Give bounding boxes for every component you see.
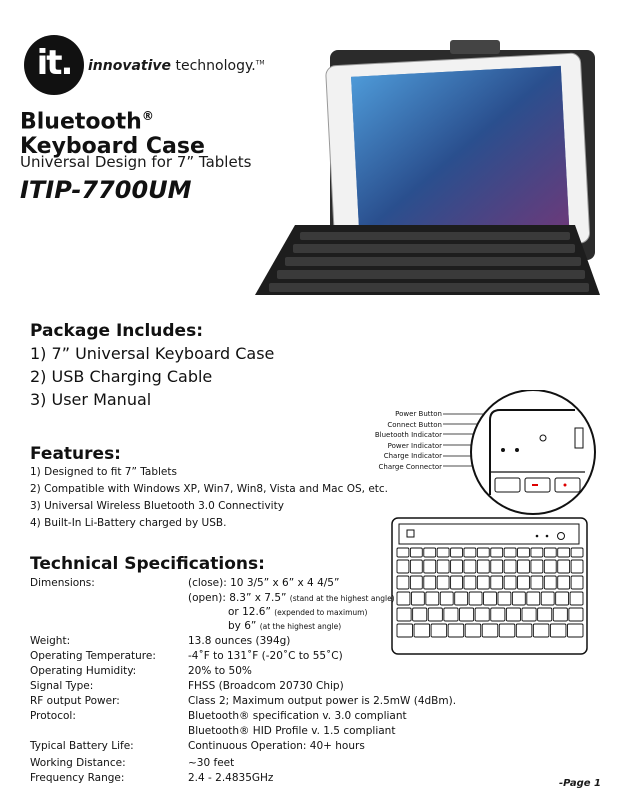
open-note: (stand at the highest angle) xyxy=(289,594,395,603)
keyboard-key xyxy=(516,624,532,637)
brand-logo: it. xyxy=(24,35,84,95)
keyboard-key xyxy=(440,592,453,605)
close-value: 10 3/5” x 6” x 4 4/5” xyxy=(230,577,340,589)
keyboard-key xyxy=(571,576,583,589)
spec-label: Operating Humidity: xyxy=(30,665,137,677)
keyboard-key xyxy=(571,560,583,573)
specs-heading: Technical Specifications: xyxy=(30,554,265,574)
spec-dimensions-by xyxy=(228,620,341,632)
keyboard-key xyxy=(437,548,449,557)
keyboard-key xyxy=(424,548,436,557)
keyboard-key xyxy=(544,560,556,573)
model-number: ITIP-7700UM xyxy=(20,176,192,204)
keyboard-key xyxy=(397,608,411,621)
feature-item: 1) Designed to fit 7” Tablets xyxy=(30,466,177,478)
callout-power-indicator: Power Indicator xyxy=(387,441,442,450)
keyboard-key xyxy=(477,576,489,589)
spec-label: RF output Power: xyxy=(30,695,120,707)
registered-mark: ® xyxy=(141,109,154,123)
keyboard-key xyxy=(469,592,482,605)
package-item: 1) 7” Universal Keyboard Case xyxy=(30,344,275,363)
keyboard-key xyxy=(414,624,430,637)
features-heading: Features: xyxy=(30,444,121,464)
keyboard-key xyxy=(538,608,552,621)
keyboard-key xyxy=(465,624,481,637)
keyboard-key xyxy=(455,592,468,605)
keyboard-key xyxy=(464,548,476,557)
package-item: 3) User Manual xyxy=(30,390,152,409)
feature-item: 2) Compatible with Windows XP, Win7, Win8, Vista and Mac OS, etc. xyxy=(30,483,389,495)
page-number: -Page 1 xyxy=(559,778,601,789)
keyboard-key xyxy=(484,592,497,605)
keyboard-key xyxy=(556,592,569,605)
keyboard-key xyxy=(550,624,566,637)
keyboard-key xyxy=(558,576,570,589)
keyboard-key xyxy=(428,608,442,621)
spec-label: Weight: xyxy=(30,635,71,647)
spec-dimensions-or xyxy=(228,606,367,618)
keyboard-key xyxy=(533,624,549,637)
feature-item: 3) Universal Wireless Bluetooth 3.0 Connectivity xyxy=(30,500,284,512)
keyboard-key xyxy=(477,560,489,573)
keyboard-key xyxy=(482,624,498,637)
spec-value: 2.4 - 2.4835GHz xyxy=(188,772,274,784)
spec-value: ~30 feet xyxy=(188,757,235,769)
keyboard-key xyxy=(571,548,583,557)
keyboard-key xyxy=(451,560,463,573)
keyboard-key xyxy=(527,592,540,605)
package-heading: Package Includes: xyxy=(30,321,203,341)
product-title xyxy=(20,104,205,159)
keyboard-key xyxy=(491,548,503,557)
spec-value: Bluetooth® specification v. 3.0 compliant xyxy=(188,710,407,722)
keyboard-key xyxy=(460,608,474,621)
or-value: or 12.6” xyxy=(228,606,271,618)
keyboard-key xyxy=(558,560,570,573)
keyboard-key xyxy=(504,548,516,557)
keyboard-diagram xyxy=(385,390,621,655)
spec-value: Continuous Operation: 40+ hours xyxy=(188,740,365,752)
spec-value: FHSS (Broadcom 20730 Chip) xyxy=(188,680,344,692)
title-line1: Bluetooth xyxy=(20,109,142,135)
keyboard-key xyxy=(491,576,503,589)
keyboard-key xyxy=(424,576,436,589)
keyboard-key xyxy=(522,608,536,621)
by-value: by 6” xyxy=(228,620,257,632)
callout-connect-button: Connect Button xyxy=(387,420,442,429)
spec-value: Bluetooth® HID Profile v. 1.5 compliant xyxy=(188,725,396,737)
brand-name-bold: innovative xyxy=(88,58,172,74)
keyboard-key xyxy=(512,592,525,605)
close-label: (close): xyxy=(188,577,227,589)
keyboard-key xyxy=(451,548,463,557)
title-line2: Keyboard Case xyxy=(20,134,205,160)
keyboard-key xyxy=(464,560,476,573)
brand-name xyxy=(88,58,265,74)
open-label: (open): xyxy=(188,592,226,604)
callout-charge-connector: Charge Connector xyxy=(378,462,442,471)
keyboard-key xyxy=(569,608,583,621)
spec-label: Operating Temperature: xyxy=(30,650,156,662)
keyboard-key xyxy=(498,592,511,605)
spec-label: Typical Battery Life: xyxy=(30,740,134,752)
keyboard-key xyxy=(424,560,436,573)
keyboard-key xyxy=(531,560,543,573)
spec-value: -4˚F to 131˚F (-20˚C to 55˚C) xyxy=(188,650,343,662)
keyboard-key xyxy=(437,560,449,573)
spec-label: Frequency Range: xyxy=(30,772,125,784)
spec-value: 20% to 50% xyxy=(188,665,252,677)
spec-label: Working Distance: xyxy=(30,757,126,769)
keyboard-key xyxy=(410,560,422,573)
keyboard-key xyxy=(448,624,464,637)
by-note: (at the highest angle) xyxy=(259,622,342,631)
spec-label: Protocol: xyxy=(30,710,76,722)
keyboard-key xyxy=(518,548,530,557)
spec-dimensions-close xyxy=(188,577,339,589)
keyboard-key xyxy=(397,548,409,557)
keyboard-key xyxy=(544,548,556,557)
package-item: 2) USB Charging Cable xyxy=(30,367,213,386)
keyboard-key xyxy=(410,576,422,589)
spec-value: 13.8 ounces (394g) xyxy=(188,635,291,647)
keyboard-key xyxy=(411,592,424,605)
keyboard-key xyxy=(451,576,463,589)
keyboard-key xyxy=(531,548,543,557)
keyboard-key xyxy=(464,576,476,589)
package-list xyxy=(30,342,274,411)
keyboard-key xyxy=(431,624,447,637)
spec-label: Signal Type: xyxy=(30,680,94,692)
keyboard-key xyxy=(491,560,503,573)
keyboard-key xyxy=(567,624,583,637)
keyboard-key xyxy=(397,624,413,637)
keyboard-key xyxy=(397,592,410,605)
keyboard-key xyxy=(413,608,427,621)
keyboard-key xyxy=(437,576,449,589)
spec-dimensions-label: Dimensions: xyxy=(30,577,95,589)
keyboard-key xyxy=(499,624,515,637)
keyboard-key xyxy=(570,592,583,605)
keyboard-key xyxy=(531,576,543,589)
product-subtitle: Universal Design for 7” Tablets xyxy=(20,153,252,171)
product-photo xyxy=(255,40,605,305)
keyboard-key xyxy=(504,560,516,573)
keyboard-key xyxy=(558,548,570,557)
spec-dimensions-open xyxy=(188,592,395,604)
features-list xyxy=(30,464,388,532)
keyboard-key xyxy=(426,592,439,605)
keyboard-key xyxy=(475,608,489,621)
callout-power-button: Power Button xyxy=(395,410,442,418)
keyboard-key xyxy=(553,608,567,621)
keyboard-key xyxy=(541,592,554,605)
spec-value: Class 2; Maximum output power is 2.5mW (4dBm). xyxy=(188,695,457,707)
keyboard-key xyxy=(477,548,489,557)
keyboard-key xyxy=(410,548,422,557)
brand-name-rest: technology. xyxy=(171,58,256,74)
keyboard-key xyxy=(491,608,505,621)
keyboard-key xyxy=(544,576,556,589)
trademark-mark: TM xyxy=(255,59,265,67)
keyboard-key xyxy=(397,576,409,589)
open-value: 8.3” x 7.5” xyxy=(229,592,287,604)
feature-item: 4) Built-In Li-Battery charged by USB. xyxy=(30,517,227,529)
or-note: (expended to maximum) xyxy=(274,608,368,617)
keyboard-key xyxy=(518,576,530,589)
keyboard-key xyxy=(444,608,458,621)
keyboard-key xyxy=(504,576,516,589)
keyboard-key xyxy=(518,560,530,573)
callout-bluetooth-indicator: Bluetooth Indicator xyxy=(374,431,442,439)
callout-charge-indicator: Charge Indicator xyxy=(383,452,442,460)
keyboard-key xyxy=(506,608,520,621)
keyboard-key xyxy=(397,560,409,573)
